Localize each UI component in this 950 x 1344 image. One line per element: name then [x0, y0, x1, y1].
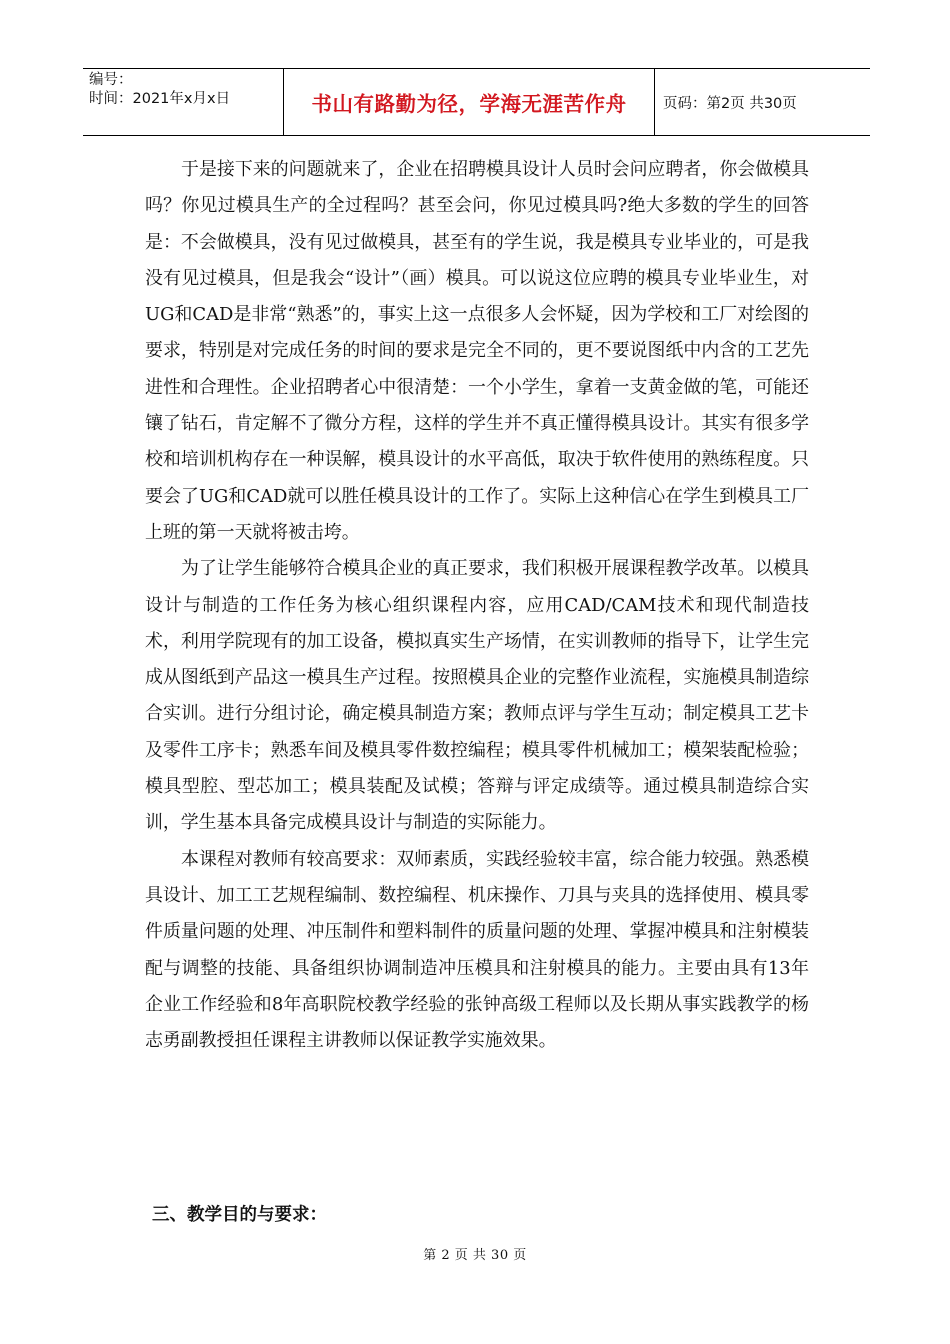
header-page-code: 页码：第2页 共30页: [663, 95, 797, 112]
header-meta: [83, 69, 283, 135]
document-header: [83, 68, 870, 136]
paragraph-text: 本课程对教师有较高要求：双师素质，实践经验较丰富，综合能力较强。熟悉模具设计、加工工艺规程编制、数控编程、机床操作、刀具与夹具的选择使用、模具零件质量问题的处理、冲压制件和塑料制件的质量问题的处理、掌握冲模具和注射模装配与调整的技能、具备组织协调制造冲压模具和注射模具的能力。主要由具有13年企业工作经验和8年高职院校教学经验的张钟高级工程师以及长期从事实践教学的杨志勇副教授担任课程主讲教师以保证教学实施效果。: [145, 848, 809, 1052]
body-paragraph-2: [145, 551, 809, 841]
page-footer: 第 2 页 共 30 页: [423, 1248, 527, 1263]
body-paragraph-1: [145, 152, 809, 551]
document-body: [145, 152, 809, 1059]
section-heading: 三、教学目的与要求：: [152, 1205, 327, 1225]
paragraph-text: 于是接下来的问题就来了，企业在招聘模具设计人员时会问应聘者，你会做模具吗？你见过模具生产的全过程吗？甚至会问，你见过模具吗?绝大多数的学生的回答是：不会做模具，没有见过做模具，甚至有的学生说，我是模具专业毕业的，可是我没有见过模具，但是我会“设计”（画）模具。可以说这位应聘的模具专业毕业生，对UG和CAD是非常“熟悉”的，事实上这一点很多人会怀疑，因为学校和工厂对绘图的要求，特别是对完成任务的时间的要求是完全不同的，更不要说图纸中内含的工艺先进性和合理性。企业招聘者心中很清楚：一个小学生，拿着一支黄金做的笔，可能还镶了钻石，肯定解不了微分方程，这样的学生并不真正懂得模具设计。其实有很多学校和培训机构存在一种误解，模具设计的水平高低，取决于软件使用的熟练程度。只要会了UG和CAD就可以胜任模具设计的工作了。实际上这种信心在学生到模具工厂上班的第一天就将被击垮。: [145, 159, 809, 543]
header-motto: 书山有路勤为径，学海无涯苦作舟: [283, 69, 655, 135]
document-number-label: 编号：: [89, 72, 133, 88]
body-paragraph-3: [145, 842, 809, 1060]
document-date-label: 时间：2021年x月x日: [89, 91, 231, 107]
paragraph-text: 为了让学生能够符合模具企业的真正要求，我们积极开展课程教学改革。以模具设计与制造的工作任务为核心组织课程内容，应用CAD/CAM技术和现代制造技术，利用学院现有的加工设备，模拟真实生产场情，在实训教师的指导下，让学生完成从图纸到产品这一模具生产过程。按照模具企业的完整作业流程，实施模具制造综合实训。进行分组讨论，确定模具制造方案；教师点评与学生互动；制定模具工艺卡及零件工序卡；熟悉车间及模具零件数控编程；模具零件机械加工；模架装配检验；模具型腔、型芯加工；模具装配及试模；答辩与评定成绩等。通过模具制造综合实训，学生基本具备完成模具设计与制造的实际能力。: [145, 558, 809, 834]
